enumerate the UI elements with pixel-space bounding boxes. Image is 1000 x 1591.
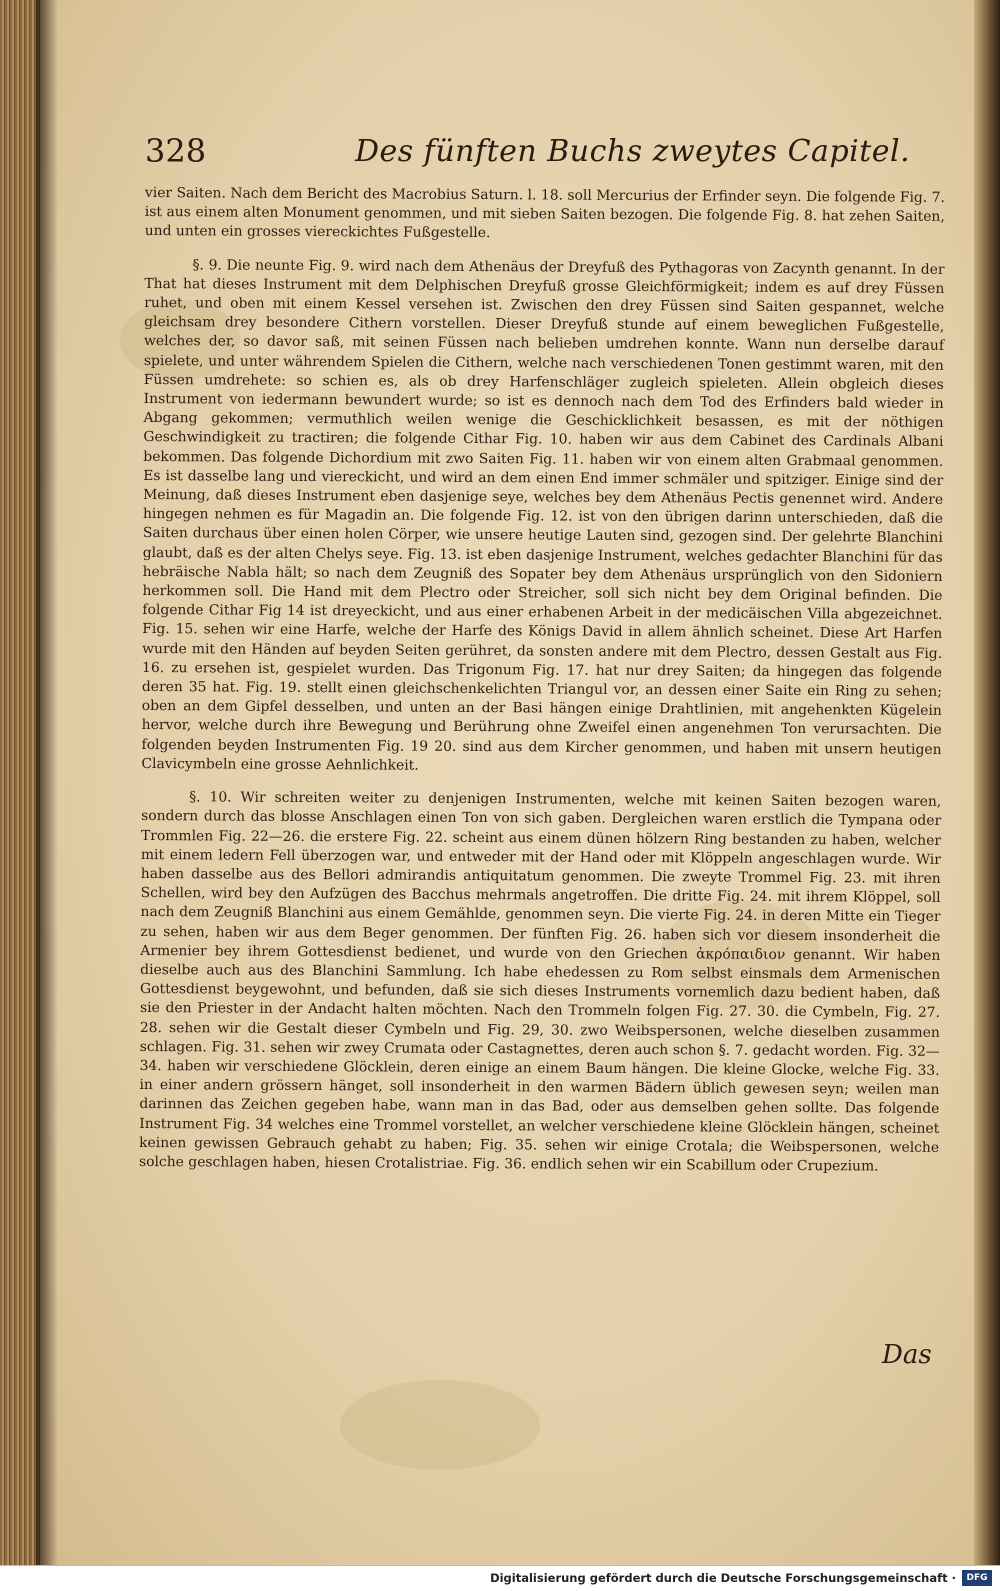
running-title: Des fünften Buchs zweytes Capitel. xyxy=(355,134,911,169)
paragraph-continuation: vier Saiten. Nach dem Bericht des Macrobius Saturn. l. 18. soll Mercurius der Erfinder seyn. Die folgende Fig. 7. ist aus einem alten Monument genommen, und mit sieben Saiten bezogen. Die folgende Fig. 8. hat zehen Saiten, und unten ein grosses viereckichtes Fußgestelle. xyxy=(144,184,945,242)
body-text xyxy=(139,184,945,1177)
paragraph-section-9: §. 9. Die neunte Fig. 9. wird nach dem Athenäus der Dreyfuß des Pythagoras von Zacynth genannt. In der That hat dieses Instrument mit dem Delphischen Dreyfuß grosse Gleichförmigkeit; indem es auf drey Füssen ruhet, und oben mit einem Kessel versehen ist. Zwischen den drey Füssen sind Saiten gespannet, welche gleichsam drey besondere Cithern vorstellen. Dieser Dreyfuß stunde auf einem beweglichen Fußgestelle, welches der, so davor saß, mit seinen Füssen nach belieben umdrehen konnte. Wann nun derselbe darauf spielete, und unter währendem Spielen die Cithern, welche nach verschiedenen Tonen gestimmt waren, mit den Füssen umdrehete: so schien es, als ob drey Harfenschläger zugleich spieleten. Allein obgleich dieses Instrument von iedermann bewundert wurde; so ist es dennoch nach dem Tod des Erfinders bald wieder in Abgang gekommen; vermuthlich weilen wenige die Geschicklichkeit besassen, es mit der nöthigen Geschwindigkeit zu tractiren; die folgende Cithar Fig. 10. haben wir aus dem Cabinet des Cardinals Albani bekommen. Das folgende Dichordium mit zwo Saiten Fig. 11. haben wir von einem alten Grabmaal genommen. Es ist dasselbe lang und viereckicht, und wird an dem einen End immer schmäler und spitziger. Einige sind der Meinung, daß dieses Instrument eben dasjenige seye, welches bey dem Athenäus Pectis genennet wird. Andere hingegen nehmen es für Magadin an. Die folgende Fig. 12. ist von den übrigen darinn unterschieden, daß die Saiten durchaus über einen holen Cörper, wie unsere heutige Lauten sind, gezogen sind. Der gelehrte Blanchini glaubt, daß es der alten Chelys seye. Fig. 13. ist eben dasjenige Instrument, welches gedachter Blanchini für das hebräische Nabla hält; so nach dem Zeugniß des Sopater bey dem Athenäus ursprünglich von den Sidoniern herkommen soll. Die Hand mit dem Plectro oder Streicher, soll sich nicht bey dem Original befinden. Die folgende Cithar Fig 14 ist dreyeckicht, und aus einer erhabenen Arbeit in der medicäischen Villa abgezeichnet. Fig. 15. sehen wir eine Harfe, welche der Harfe des Königs David in allem ähnlich scheinet. Diese Art Harfen wurde mit den Händen auf beyden Seiten gerühret, da sonsten andere mit dem Plectro, dessen Gestalt aus Fig. 16. zu ersehen ist, gespielet wurden. Das Trigonum Fig. 17. hat nur drey Saiten; da hingegen das folgende deren 35 hat. Fig. 19. stellt einen gleichschenkelichten Triangul vor, an dessen einer Saite ein Ring zu sehen; oben an dem Gipfel desselben, und unten an der Basi hängen einige Drahtlinien, mit angehenkten Kügelein hervor, welche durch ihre Bewegung und Berührung ohne Zweifel einen angenehmen Ton verursachten. Die folgenden beyden Instrumenten Fig. 19 20. sind aus dem Kircher genommen, und haben mit unsern heutigen Clavicymbeln eine grosse Aehnlichkeit. xyxy=(141,256,945,774)
paragraph-section-10: §. 10. Wir schreiten weiter zu denjenigen Instrumenten, welche mit keinen Saiten bezogen waren, sondern durch das blosse Anschlagen einen Ton von sich gaben. Dergleichen waren erstlich die Tympana oder Trommlen Fig. 22—26. die erstere Fig. 22. scheint aus einem dünen hölzern Ring bestanden zu haben, welcher mit einem ledern Fell überzogen war, und entweder mit der Hand oder mit Klöppeln angeschlagen wurde. Wir haben dasselbe aus des Bellori admirandis antiquitatum genommen. Die zweyte Trommel Fig. 23. mit ihren Schellen, wird bey den Aufzügen des Bacchus mehrmals angetroffen. Die dritte Fig. 24. mit ihrem Klöppel, soll nach dem Zeugniß Blanchini aus einem Gemählde, genommen seyn. Die vierte Fig. 24. in deren Mitte ein Tieger zu sehen, haben wir aus dem Beger genommen. Der fünften Fig. 26. haben sich vor diesem insonderheit die Armenier bey ihrem Gottesdienst bedienet, und wurde von den Griechen ἀκρόπαιδιον genannt. Wir haben dieselbe auch aus des Blanchini Sammlung. Ich habe ehedessen zu Rom selbst einsmals dem Armenischen Gottesdienst beygewohnt, und befunden, daß sie sich dieses Instruments vornemlich dazu bedient haben, daß sie den Priester in der Andacht halten möchten. Nach den Trommeln folgen Fig. 27. 30. die Cymbeln, Fig. 27. 28. sehen wir die Gestalt dieser Cymbeln und Fig. 29, 30. zwo Weibspersonen, welche dieselben zusammen schlagen. Fig. 31. sehen wir zwey Crumata oder Castagnettes, deren auch schon §. 7. gedacht worden. Fig. 32—34. haben wir verschiedene Glöcklein, deren einige an einem Baum hängen. Die kleine Glocke, welche Fig. 33. in einer andern grössern hänget, soll insonderheit in den warmen Bädern üblich gewesen seyn; weilen man darinnen das Zeichen gegeben habe, wann man in das Bad, oder aus demselben gehen sollte. Das folgende Instrument Fig. 34 welches eine Trommel vorstellet, an welcher verschiedene kleine Glöcklein hängen, scheinet keinen gewissen Gebrauch gehabt zu haben; Fig. 35. sehen wir einige Crotala; die Weibspersonen, welche solche geschlagen haben, hiesen Crotalistriae. Fig. 36. endlich sehen wir ein Scabillum oder Crupezium. xyxy=(138,789,942,1175)
page-number: 328 xyxy=(145,132,207,170)
spine-shadow xyxy=(36,0,58,1565)
dfg-logo-icon: DFG xyxy=(962,1570,992,1586)
footer-bar xyxy=(0,1565,1000,1591)
page-right-edge xyxy=(974,0,1000,1565)
book-page-edges xyxy=(0,0,40,1565)
catchword: Das xyxy=(882,1340,932,1370)
footer-credit: Digitalisierung gefördert durch die Deutsche Forschungsgemeinschaft · xyxy=(490,1571,956,1585)
page-header xyxy=(145,132,945,182)
